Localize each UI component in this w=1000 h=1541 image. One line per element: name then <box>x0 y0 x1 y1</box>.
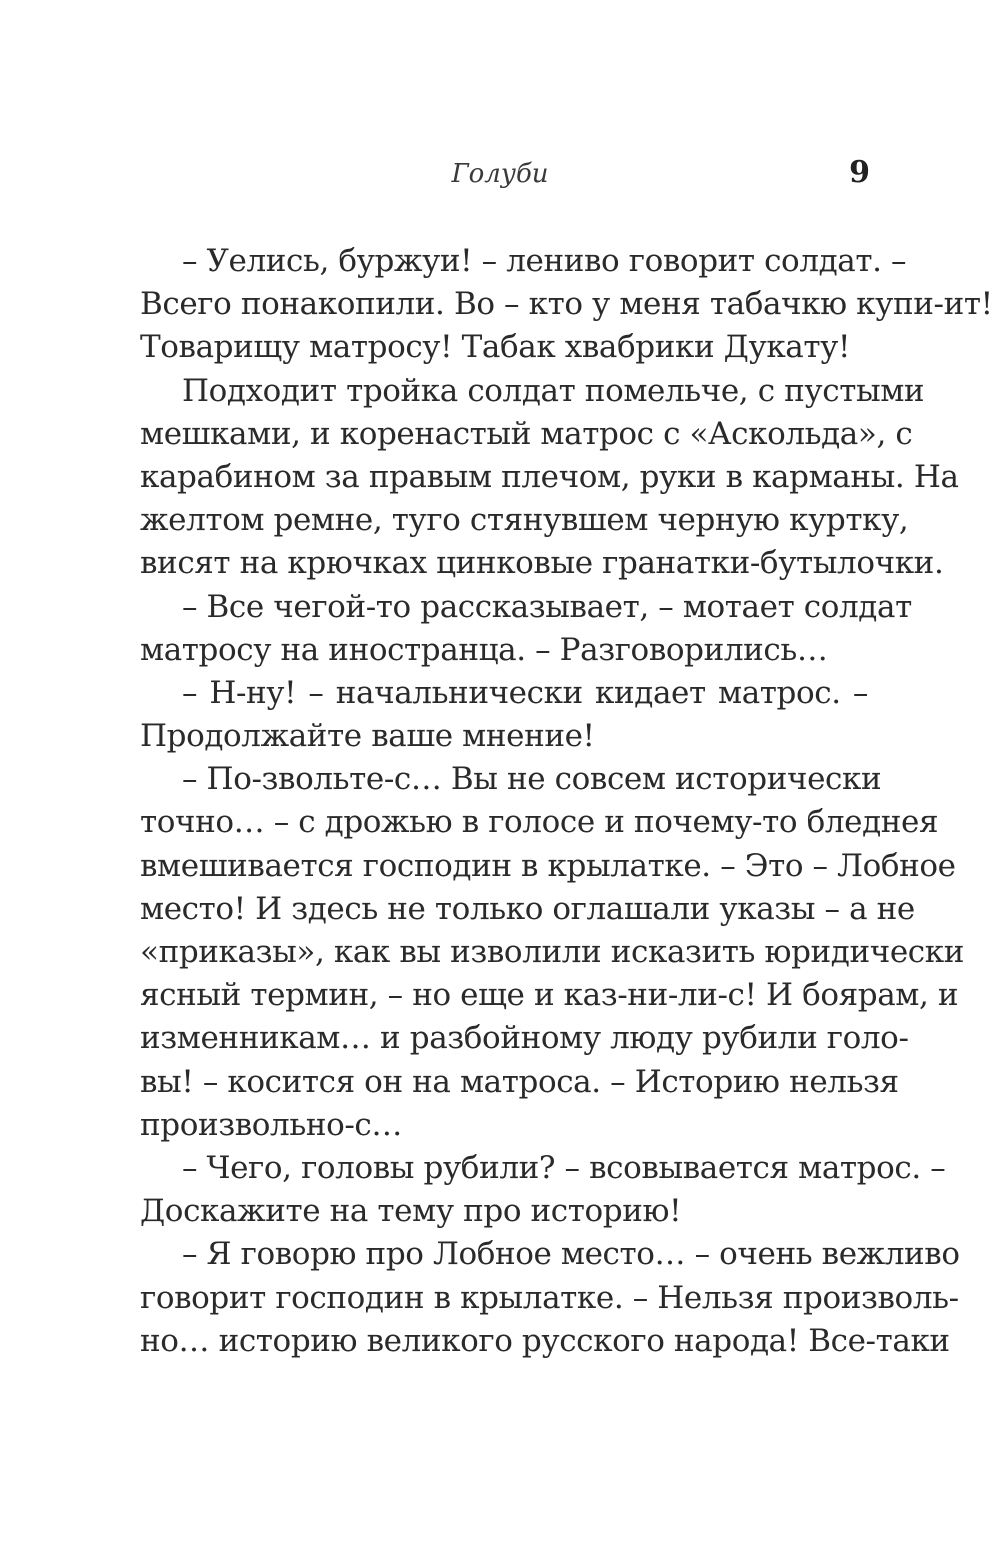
text-line: – Уелись, буржуи! – лениво говорит солдат. – <box>182 243 907 279</box>
text-line: место! И здесь не только оглашали указы – а не <box>140 890 915 927</box>
text-line: Подходит тройка солдат помельче, с пустыми <box>182 372 925 409</box>
text-line: вмешивается господин в крылатке. – Это – Лобное <box>140 847 956 884</box>
text-line: – Я говорю про Лобное место… – очень вежливо <box>182 1236 960 1273</box>
text-line: Всего понакопили. Во – кто у меня табачкю купи-ит! <box>140 286 993 323</box>
text-line: вы! – косится он на матроса. – Историю нельзя <box>140 1063 899 1100</box>
text-line: изменникам… и разбойному люду рубили голо- <box>140 1020 909 1057</box>
text-line: Доскажите на тему про историю! <box>140 1193 682 1230</box>
text-line: – Н-ну! – начальнически кидает матрос. – <box>182 674 868 711</box>
running-head <box>0 155 1000 195</box>
text-line: ясный термин, – но еще и каз-ни-ли-с! И боярам, и <box>140 977 959 1014</box>
text-line: «приказы», как вы изволили исказить юридически <box>140 934 964 970</box>
text-line: желтом ремне, туго стянувшем черную куртку, <box>140 502 909 539</box>
text-line: говорит господин в крылатке. – Нельзя произволь- <box>140 1279 959 1316</box>
text-line: Продолжайте ваше мнение! <box>140 718 595 755</box>
text-line: – Все чегой-то рассказывает, – мотает солдат <box>182 588 912 625</box>
text-line: матросу на иностранца. – Разговорились… <box>140 631 828 668</box>
text-line: висят на крючках цинковые гранатки-бутылочки. <box>140 545 944 582</box>
page-number: 9 <box>849 155 870 190</box>
text-line: – По-звольте-с… Вы не совсем исторически <box>182 761 882 798</box>
text-line: карабином за правым плечом, руки в карманы. На <box>140 458 959 495</box>
running-title: Голуби <box>451 159 549 189</box>
text-line: произвольно-с… <box>140 1106 402 1143</box>
text-line: но… историю великого русского народа! Все-таки <box>140 1322 950 1359</box>
body-text <box>140 240 993 1363</box>
text-line: точно… – с дрожью в голосе и почему-то бледнея <box>140 804 939 841</box>
text-line: мешками, и коренастый матрос с «Аскольда», с <box>140 415 913 452</box>
text-line: Товарищу матросу! Табак хвабрики Дукату! <box>140 329 851 366</box>
text-line: – Чего, головы рубили? – всовывается матрос. – <box>182 1149 946 1186</box>
